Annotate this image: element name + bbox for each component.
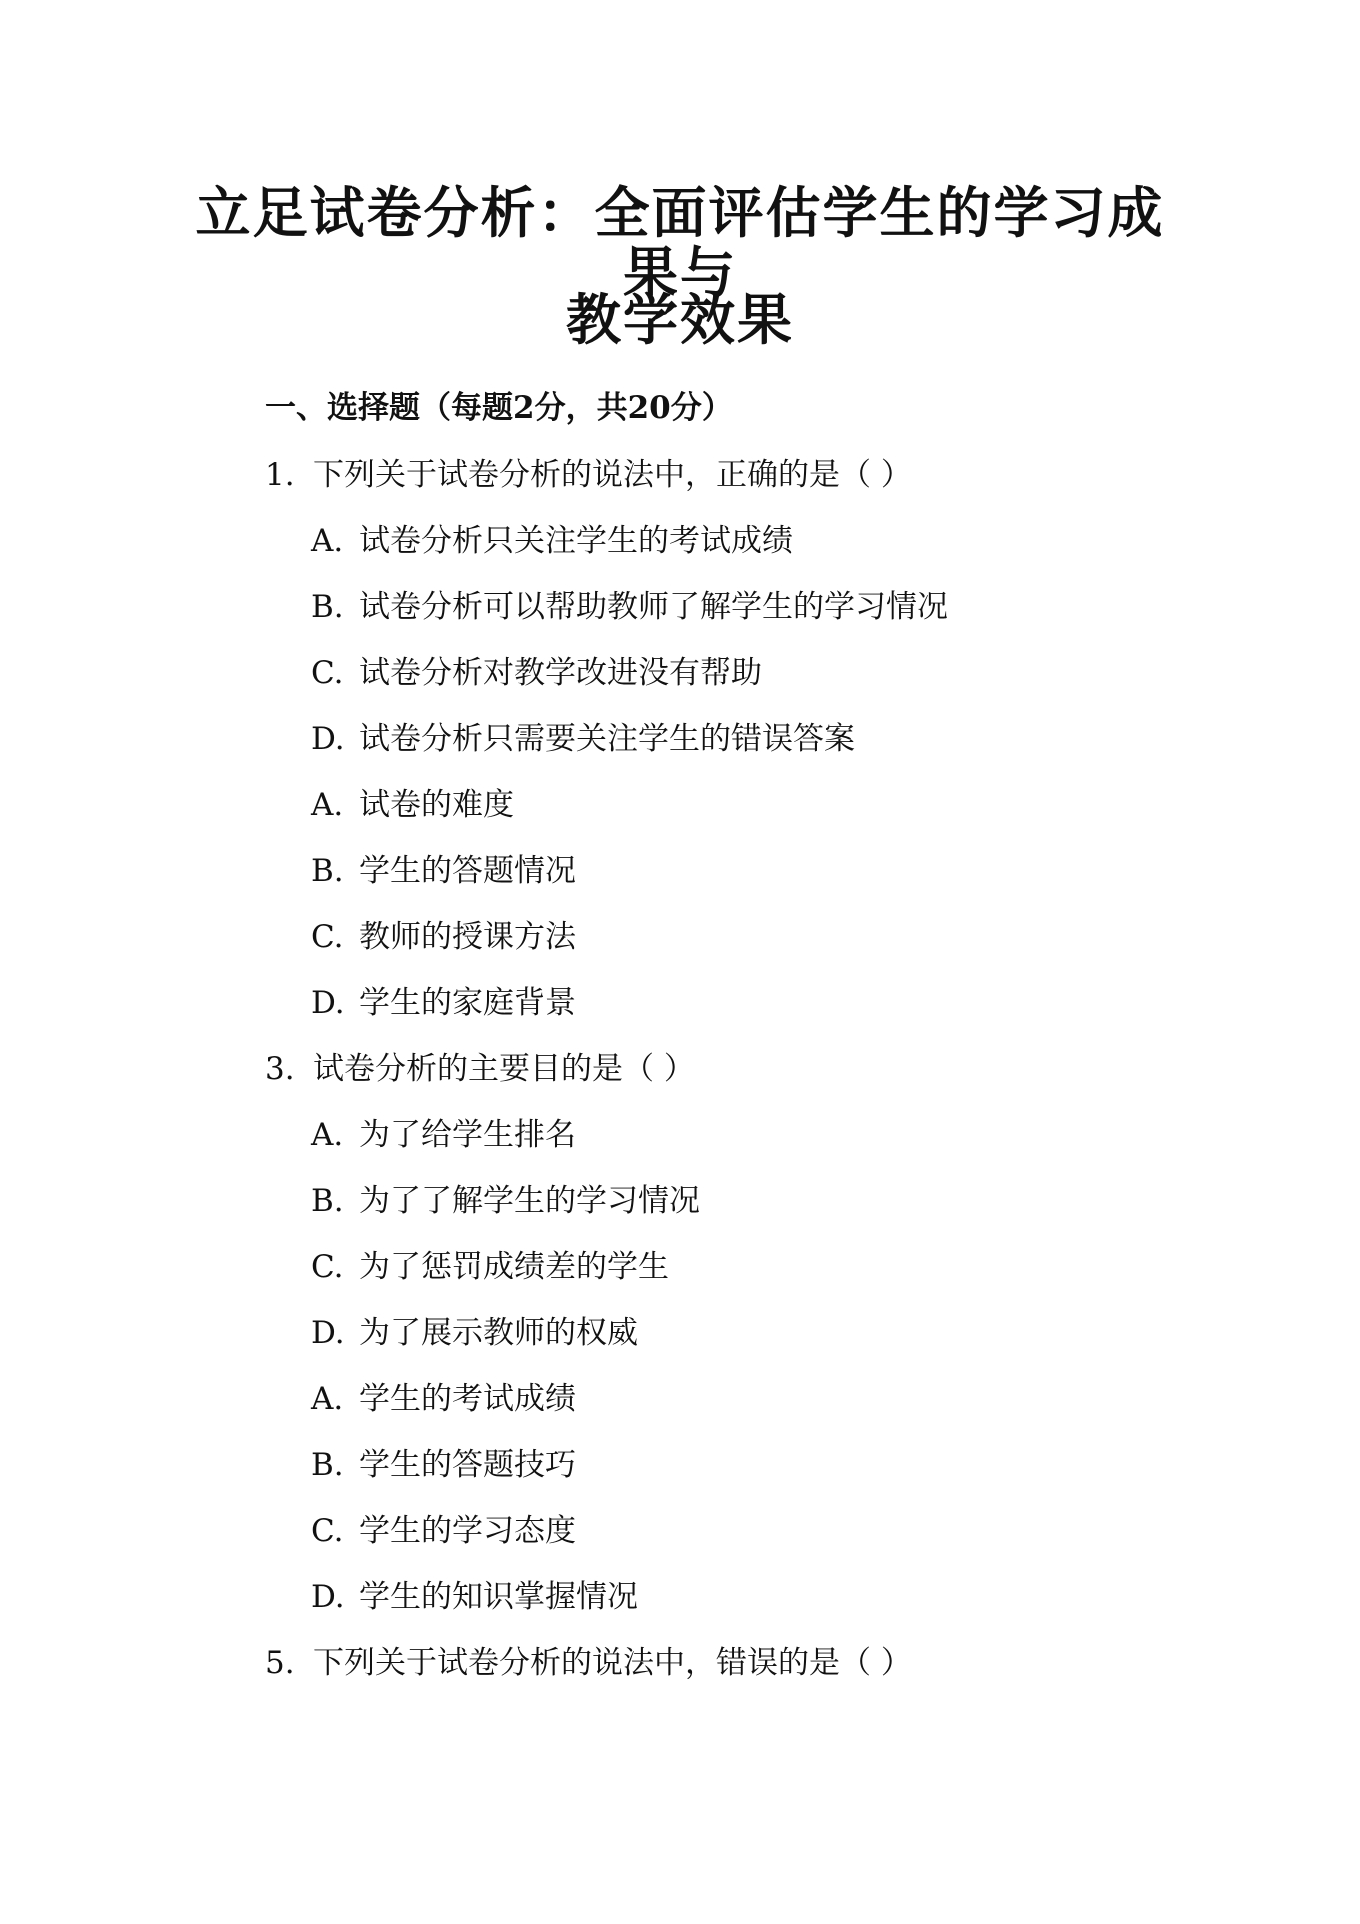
option-letter: A. xyxy=(311,523,344,559)
option-text: 学生的答题情况 xyxy=(359,853,576,889)
question-5 xyxy=(265,1643,912,1683)
option-c xyxy=(311,653,762,693)
question-stem: 下列关于试卷分析的说法中，错误的是（ ） xyxy=(313,1645,912,1681)
option-b xyxy=(311,1181,700,1221)
option-a xyxy=(311,1115,576,1155)
option-c xyxy=(311,1247,669,1287)
option-text: 为了展示教师的权威 xyxy=(359,1315,638,1351)
option-a xyxy=(311,521,793,561)
option-letter: B. xyxy=(311,853,344,889)
option-b xyxy=(311,851,576,891)
option-text: 学生的知识掌握情况 xyxy=(359,1579,638,1615)
option-letter: C. xyxy=(311,655,344,691)
option-text: 为了惩罚成绩差的学生 xyxy=(359,1249,669,1285)
option-letter: C. xyxy=(311,1249,344,1285)
question-number: 1. xyxy=(265,457,295,493)
option-letter: B. xyxy=(311,1447,344,1483)
option-d xyxy=(311,1577,638,1617)
option-letter: D. xyxy=(311,721,345,757)
question-number: 3. xyxy=(265,1051,295,1087)
option-text: 试卷分析只关注学生的考试成绩 xyxy=(359,523,793,559)
option-letter: C. xyxy=(311,919,344,955)
option-text: 试卷的难度 xyxy=(359,787,514,823)
option-letter: D. xyxy=(311,985,345,1021)
option-c xyxy=(311,1511,576,1551)
option-text: 学生的答题技巧 xyxy=(359,1447,576,1483)
question-1 xyxy=(265,455,912,495)
option-text: 试卷分析只需要关注学生的错误答案 xyxy=(359,721,855,757)
option-text: 学生的家庭背景 xyxy=(359,985,576,1021)
question-number: 5. xyxy=(265,1645,295,1681)
option-letter: D. xyxy=(311,1315,345,1351)
option-text: 为了了解学生的学习情况 xyxy=(359,1183,700,1219)
option-b xyxy=(311,587,948,627)
option-text: 试卷分析对教学改进没有帮助 xyxy=(359,655,762,691)
option-text: 试卷分析可以帮助教师了解学生的学习情况 xyxy=(359,589,948,625)
option-a xyxy=(311,1379,576,1419)
option-d xyxy=(311,1313,638,1353)
option-b xyxy=(311,1445,576,1485)
option-letter: B. xyxy=(311,589,344,625)
question-stem: 下列关于试卷分析的说法中，正确的是（ ） xyxy=(313,457,912,493)
option-letter: A. xyxy=(311,1117,344,1153)
question-stem: 试卷分析的主要目的是（ ） xyxy=(313,1051,695,1087)
option-a xyxy=(311,785,514,825)
option-text: 学生的学习态度 xyxy=(359,1513,576,1549)
option-text: 为了给学生排名 xyxy=(359,1117,576,1153)
section-heading: 一、选择题（每题2分，共20分） xyxy=(265,390,733,426)
option-letter: A. xyxy=(311,787,344,823)
option-text: 教师的授课方法 xyxy=(359,919,576,955)
option-text: 学生的考试成绩 xyxy=(359,1381,576,1417)
option-d xyxy=(311,983,576,1023)
option-d xyxy=(311,719,855,759)
option-letter: D. xyxy=(311,1579,345,1615)
question-3 xyxy=(265,1049,695,1089)
document-title-line1: 立足试卷分析：全面评估学生的学习成果与 xyxy=(195,180,1165,305)
option-letter: B. xyxy=(311,1183,344,1219)
option-c xyxy=(311,917,576,957)
option-letter: A. xyxy=(311,1381,344,1417)
option-letter: C. xyxy=(311,1513,344,1549)
document-title-line2: 教学效果 xyxy=(565,287,794,352)
